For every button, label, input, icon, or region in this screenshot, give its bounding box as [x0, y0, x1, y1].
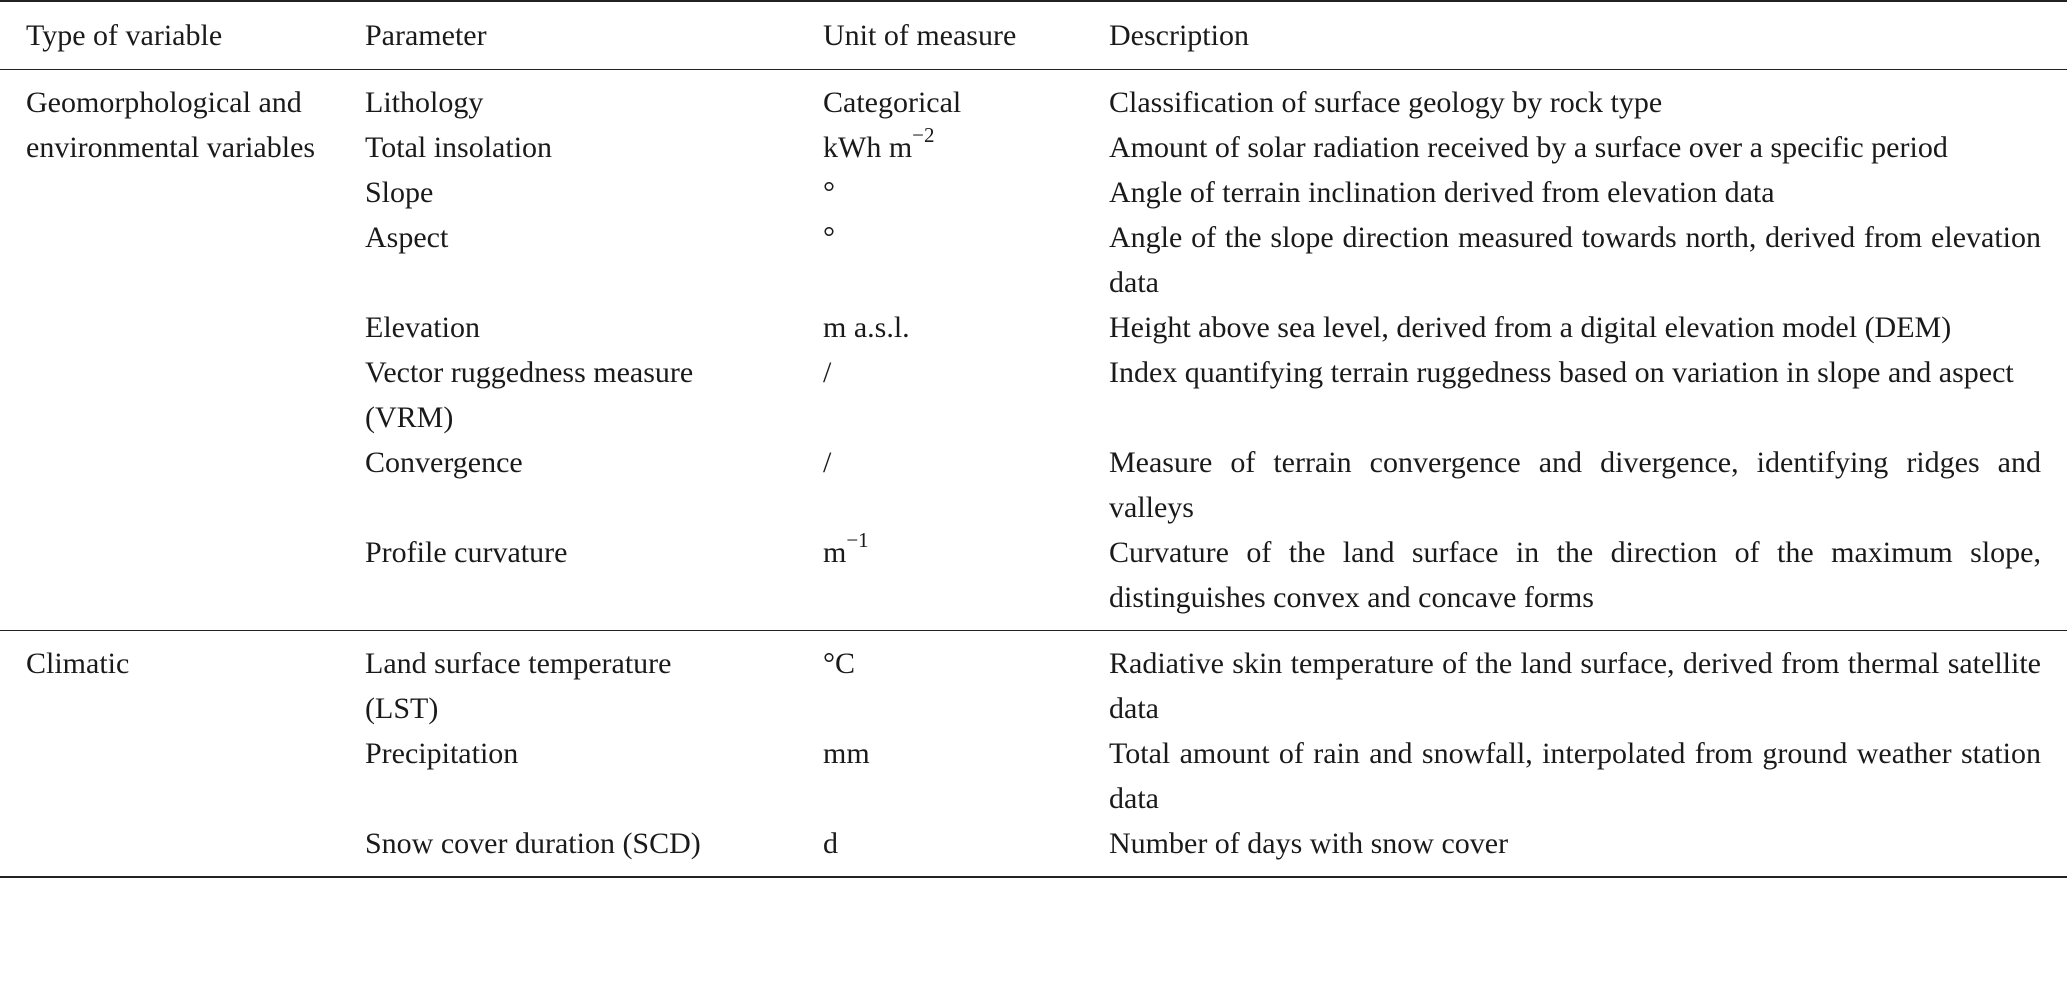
cell-unit	[823, 530, 1109, 631]
cell-parameter: Aspect	[365, 221, 449, 254]
cell-parameter: Vector ruggedness measure (VRM)	[365, 356, 694, 434]
cell-unit	[823, 631, 1109, 732]
unit-text: °C	[823, 647, 856, 680]
cell-unit	[823, 125, 1109, 170]
unit-text: m	[823, 536, 847, 569]
cell-parameter: Profile curvature	[365, 536, 568, 569]
cell-parameter: Slope	[365, 176, 434, 209]
header-parameter: Parameter	[365, 19, 487, 52]
cell-description: Amount of solar radiation received by a surface over a specific period	[1109, 131, 1948, 164]
header-unit: Unit of measure	[823, 19, 1017, 52]
cell-description: Index quantifying terrain ruggedness based on variation in slope and aspect	[1109, 356, 2014, 389]
unit-text: °	[823, 176, 835, 209]
cell-unit	[823, 305, 1109, 350]
header-row	[0, 1, 2067, 70]
cell-parameter: Elevation	[365, 311, 480, 344]
cell-unit	[823, 170, 1109, 215]
cell-description: Measure of terrain convergence and divergence, identifying ridges and valleys	[1109, 446, 2041, 524]
unit-exponent: −1	[846, 528, 869, 552]
cell-parameter: Snow cover duration (SCD)	[365, 827, 701, 860]
cell-parameter: Convergence	[365, 446, 523, 479]
cell-description: Number of days with snow cover	[1109, 827, 1509, 860]
unit-text: °	[823, 221, 835, 254]
table-row	[0, 631, 2067, 732]
cell-parameter: Total insolation	[365, 131, 553, 164]
unit-text: m a.s.l.	[823, 311, 910, 344]
unit-text: Categorical	[823, 86, 962, 119]
header-type: Type of variable	[26, 19, 223, 52]
cell-description: Total amount of rain and snowfall, interpolated from ground weather station data	[1109, 737, 2041, 815]
cell-variable-type: Geomorphological and environmental variables	[26, 86, 316, 164]
cell-variable-type: Climatic	[26, 647, 130, 680]
cell-description: Radiative skin temperature of the land surface, derived from thermal satellite data	[1109, 647, 2041, 725]
unit-text: /	[823, 446, 832, 479]
unit-text: d	[823, 827, 838, 860]
unit-text: /	[823, 356, 832, 389]
cell-unit	[823, 821, 1109, 877]
header-description: Description	[1109, 19, 1249, 52]
cell-parameter: Land surface temperature (LST)	[365, 647, 672, 725]
cell-unit	[823, 215, 1109, 305]
unit-text: kWh m	[823, 131, 913, 164]
cell-unit	[823, 440, 1109, 530]
unit-text: mm	[823, 737, 870, 770]
cell-unit	[823, 731, 1109, 821]
unit-exponent: −2	[912, 123, 935, 147]
table-row	[0, 70, 2067, 126]
cell-description: Height above sea level, derived from a digital elevation model (DEM)	[1109, 311, 1952, 344]
cell-description: Angle of the slope direction measured towards north, derived from elevation data	[1109, 221, 2041, 299]
table-body	[0, 70, 2067, 878]
cell-parameter: Lithology	[365, 86, 484, 119]
cell-description: Classification of surface geology by rock type	[1109, 86, 1663, 119]
cell-description: Curvature of the land surface in the direction of the maximum slope, distinguishes convex and concave forms	[1109, 536, 2041, 614]
cell-parameter: Precipitation	[365, 737, 519, 770]
cell-description: Angle of terrain inclination derived from elevation data	[1109, 176, 1775, 209]
cell-unit	[823, 70, 1109, 126]
cell-unit	[823, 350, 1109, 440]
